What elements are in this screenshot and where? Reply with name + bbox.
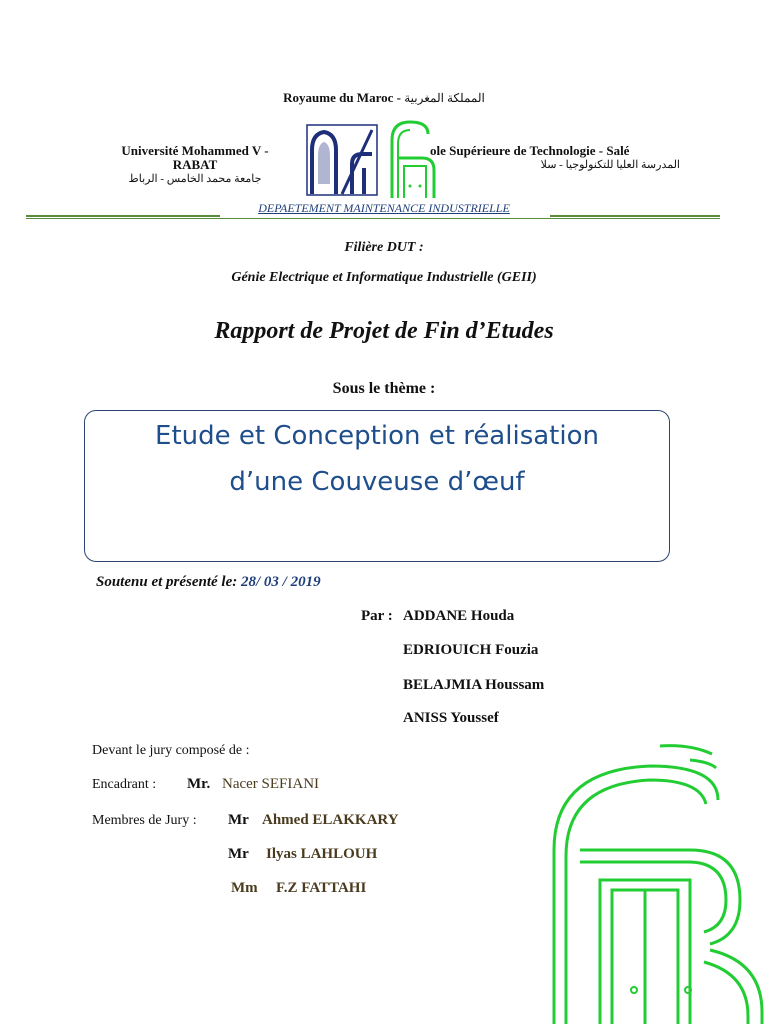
supervisor-title: Mr. xyxy=(187,776,211,792)
defense-date: 28/ 03 / 2019 xyxy=(237,574,321,590)
school-block xyxy=(430,144,680,172)
author-name: EDRIOUICH Fouzia xyxy=(403,642,539,658)
author-name: BELAJMIA Houssam xyxy=(403,677,545,693)
jury-member-name: F.Z FATTAHI xyxy=(276,880,367,896)
university-block xyxy=(100,144,290,186)
school-name-ar: المدرسة العليا للتكنولوجيا - سلا xyxy=(540,159,680,171)
jury-member-title: Mr xyxy=(228,846,249,862)
jury-member-name: Ahmed ELAKKARY xyxy=(262,812,399,828)
specialty-label: Génie Electrique et Informatique Industrielle (GEII) xyxy=(231,270,537,285)
department-name: DEPAETEMENT MAINTENANCE INDUSTRIELLE xyxy=(258,201,510,215)
author-name: ANISS Youssef xyxy=(403,710,499,726)
jury-member-title: Mm xyxy=(231,880,258,896)
um5-logo-icon xyxy=(306,124,378,196)
university-name-line2: RABAT xyxy=(172,157,218,172)
defense-line xyxy=(96,574,321,591)
kingdom-fr: Royaume du Maroc - xyxy=(283,90,401,105)
jury-intro: Devant le jury composé de : xyxy=(92,743,250,758)
est-sale-logo-large-icon xyxy=(540,740,768,1024)
authors-label: Par : xyxy=(361,608,393,624)
jury-member-title: Mr xyxy=(228,812,249,828)
defense-label: Soutenu et présenté le: xyxy=(96,574,238,590)
report-title: Rapport de Projet de Fin d’Etudes xyxy=(214,318,554,344)
filiere-label: Filière DUT : xyxy=(344,240,424,255)
header-divider-thin xyxy=(26,218,720,219)
school-name-fr: ole Supérieure de Technologie - Salé xyxy=(430,143,630,158)
university-name-line1: Université Mohammed V - xyxy=(121,143,269,158)
supervisor-label: Encadrant : xyxy=(92,777,157,792)
author-name: ADDANE Houda xyxy=(403,608,515,624)
theme-title-line1: Etude et Conception et réalisation xyxy=(155,421,599,451)
jury-members-label: Membres de Jury : xyxy=(92,813,197,828)
supervisor-name: Nacer SEFIANI xyxy=(222,776,320,792)
university-name-ar: جامعة محمد الخامس - الرباط xyxy=(128,173,262,185)
jury-member-name: Ilyas LAHLOUH xyxy=(266,846,378,862)
kingdom-ar: المملكة المغربية xyxy=(404,91,485,105)
theme-title-line2: d’une Couveuse d’œuf xyxy=(229,467,525,497)
kingdom-header xyxy=(0,90,768,106)
theme-label: Sous le thème : xyxy=(332,380,436,397)
